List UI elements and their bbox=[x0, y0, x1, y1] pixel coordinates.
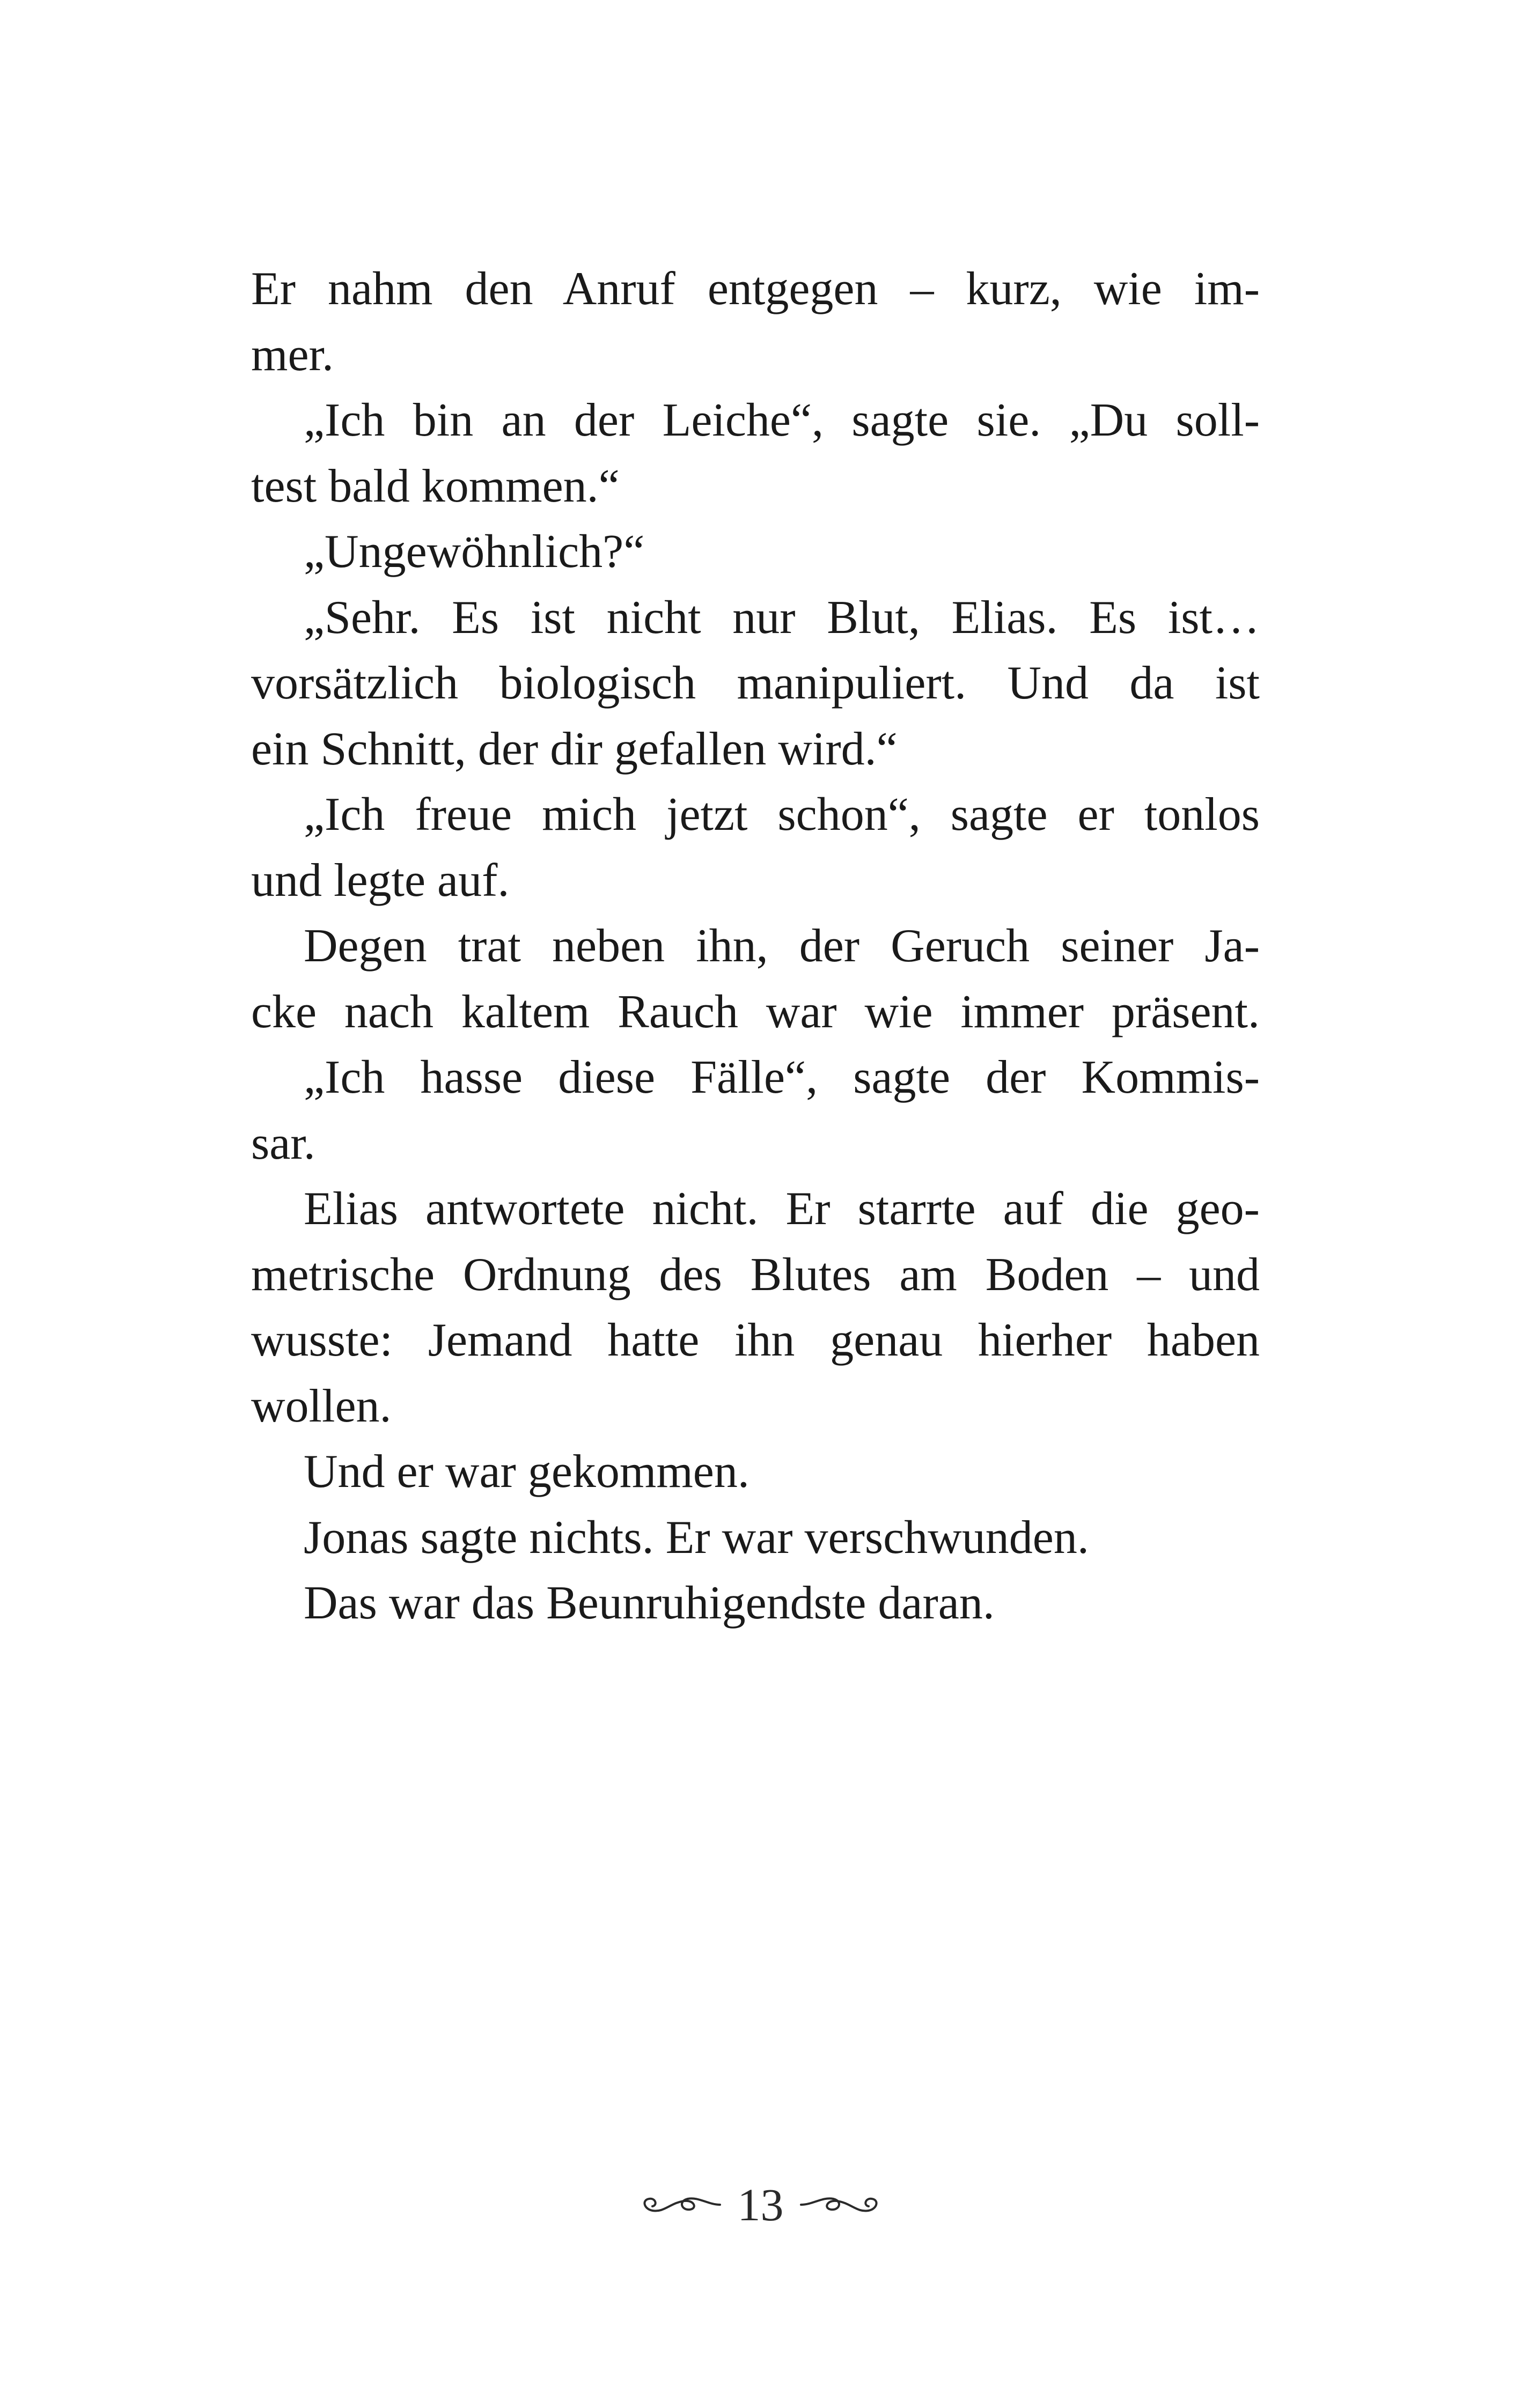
text-line: „Sehr. Es ist nicht nur Blut, Elias. Es ist… bbox=[304, 591, 1260, 644]
text-line: cke nach kaltem Rauch war wie immer präsent. bbox=[251, 985, 1260, 1038]
page-footer bbox=[638, 2181, 883, 2229]
text-line: metrische Ordnung des Blutes am Boden – und bbox=[251, 1248, 1260, 1301]
text-line: wusste: Jemand hatte ihn genau hierher haben bbox=[251, 1314, 1260, 1366]
text-line: Jonas sagte nichts. Er war verschwunden. bbox=[304, 1511, 1089, 1564]
text-line: und legte auf. bbox=[251, 854, 510, 907]
text-line: ein Schnitt, der dir gefallen wird.“ bbox=[251, 723, 898, 775]
text-line: wollen. bbox=[251, 1380, 392, 1432]
text-line: Er nahm den Anruf entgegen – kurz, wie im- bbox=[251, 263, 1260, 315]
text-line: test bald kommen.“ bbox=[251, 460, 620, 512]
text-line: vorsätzlich biologisch manipuliert. Und da ist bbox=[251, 657, 1260, 709]
text-line: „Ich freue mich jetzt schon“, sagte er tonlos bbox=[304, 789, 1260, 841]
text-line: „Ich hasse diese Fälle“, sagte der Kommis- bbox=[304, 1051, 1260, 1103]
text-line: Und er war gekommen. bbox=[304, 1446, 750, 1498]
text-line: Das war das Beunruhigendste daran. bbox=[304, 1577, 995, 1629]
text-line: sar. bbox=[251, 1117, 315, 1169]
text-line: „Ungewöhnlich?“ bbox=[304, 526, 645, 578]
flourish-ornament-icon bbox=[797, 2192, 883, 2217]
page-number: 13 bbox=[737, 2179, 784, 2230]
text-line: mer. bbox=[251, 328, 334, 381]
flourish-ornament-icon bbox=[638, 2192, 724, 2217]
text-line: Degen trat neben ihn, der Geruch seiner Ja- bbox=[304, 920, 1260, 972]
body-text bbox=[251, 256, 1260, 1637]
text-line: „Ich bin an der Leiche“, sagte sie. „Du soll- bbox=[304, 394, 1260, 446]
text-line: Elias antwortete nicht. Er starrte auf die geo- bbox=[304, 1183, 1260, 1235]
